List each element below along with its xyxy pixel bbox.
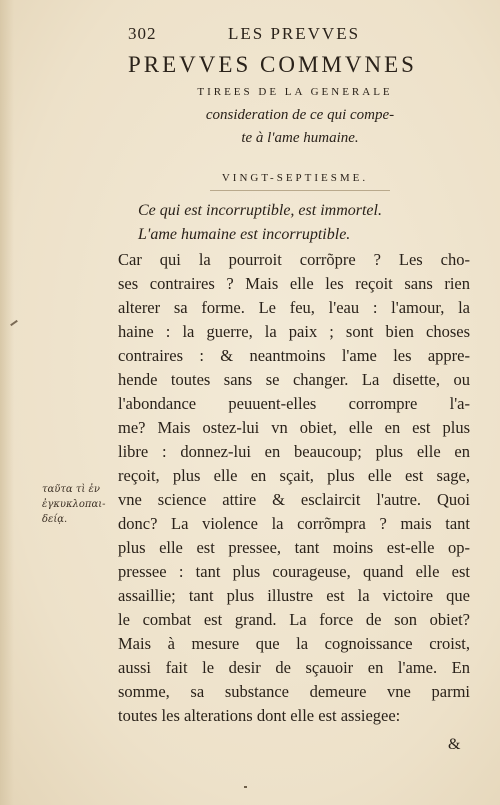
body-line: l'abondance peuuent-elles corrompre l'a-: [118, 394, 470, 413]
axiom-line: Ce qui est incorruptible, est immortel.: [138, 202, 382, 219]
body-line: hende toutes sans se changer. La disette, ou: [118, 370, 470, 389]
section-subtitle: TIREES DE LA GENERALE: [197, 86, 393, 98]
body-line: aussi fait le desir de sçauoir en l'ame. En: [118, 658, 470, 677]
body-line: le combat est grand. La force de son obiet?: [118, 610, 470, 629]
body-line: donc? La violence la corrõmpra ? mais tant: [118, 514, 470, 533]
body-line: me? Mais ostez-lui vn obiet, elle en est plus: [118, 418, 470, 437]
marginal-note-line: ἐγκυκλοπαι-: [42, 499, 106, 510]
body-line: haine : la guerre, la paix ; sont bien choses: [118, 322, 470, 341]
body-line: assaillie; tant plus illustre est la victoire que: [118, 586, 470, 605]
body-line: plus elle est pressee, tant moins est-elle op-: [118, 538, 470, 557]
body-line: vne science attire & esclaircit l'autre. Quoi: [118, 490, 470, 509]
marginal-note-line: δείᾳ.: [42, 514, 68, 525]
ink-fleck: [244, 786, 247, 788]
body-line: somme, sa substance demeure vne parmi: [118, 682, 470, 701]
running-title: LES PREVVES: [228, 24, 361, 43]
heading-rule: [210, 190, 390, 191]
chapter-heading: VINGT-SEPTIESME.: [221, 172, 369, 184]
section-description-line-1: consideration de ce qui compe-: [205, 107, 395, 123]
page-number: 302: [128, 24, 157, 43]
marginal-note: [42, 482, 124, 527]
section-description: [150, 104, 450, 150]
marginal-note-line: ταῦτα τὶ ἐν: [42, 484, 100, 495]
section-title: PREVVES COMMVNES: [128, 52, 417, 77]
body-line: pressee : tant plus courageuse, quand elle est: [118, 562, 470, 581]
running-head: [128, 24, 478, 46]
page-gutter: [0, 0, 14, 805]
body-line: Car qui la pourroit corrõpre ? Les cho-: [118, 250, 470, 269]
body-line: Mais à mesure que la cognoissance croist,: [118, 634, 470, 653]
body-line: contraires : & neantmoins l'ame les appre-: [118, 346, 470, 365]
body-line: reçoit, plus elle en sçait, plus elle est sage,: [118, 466, 470, 485]
body-line: libre : donnez-lui en beaucoup; plus elle en: [118, 442, 470, 461]
body-line: toutes les alterations dont elle est assiegee:: [118, 706, 401, 725]
body-line: alterer sa forme. Le feu, l'eau : l'amour, la: [118, 298, 470, 317]
axiom-line: L'ame humaine est incorruptible.: [138, 226, 351, 243]
catchword: &: [448, 736, 461, 753]
section-description-line-2: te à l'ame humaine.: [241, 130, 359, 146]
body-line: ses contraires ? Mais elle les reçoit sans rien: [118, 274, 470, 293]
